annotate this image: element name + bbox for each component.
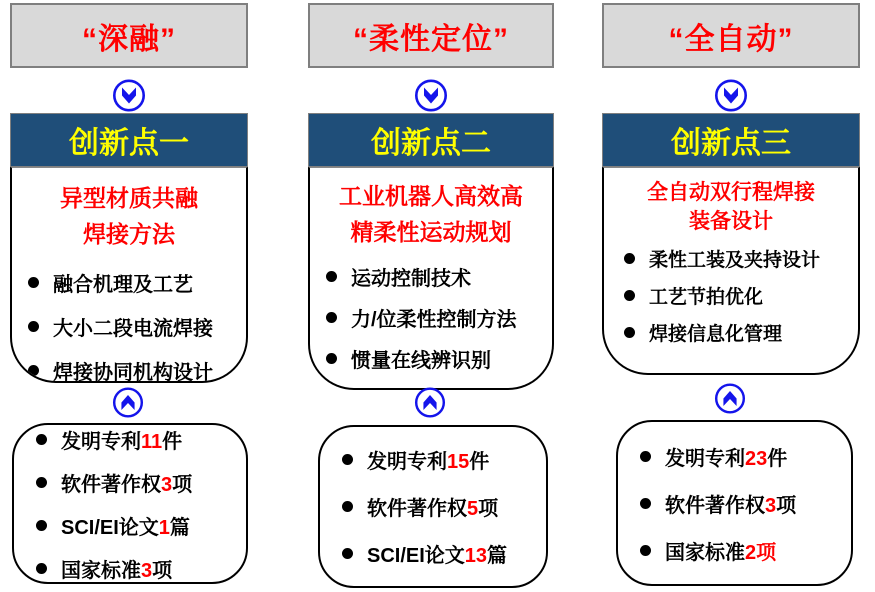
result-count: 1 [158,516,170,539]
bullet-dot-icon [624,290,635,301]
bullet-dot-icon [36,520,47,531]
method-point-label: 运动控制技术 [351,268,471,290]
result-label: 国家标准2项 [665,541,777,564]
method-point-label: 大小二段电流焊接 [53,318,213,340]
chevron-up-circle-icon [415,387,448,420]
bullet-dot-icon [36,477,47,488]
method-title-line: 焊接方法 [83,221,175,247]
method-title [12,180,246,252]
result-label: 软件著作权3项 [61,473,193,496]
method-title-line: 装备设计 [689,210,773,233]
method-point [326,303,552,332]
method-title [604,178,858,236]
result-count: 3 [161,473,173,496]
innovation-column-3 [602,0,860,592]
innovation-header [10,113,248,167]
method-point-list [604,245,858,346]
bullet-dot-icon [28,365,39,376]
bullet-dot-icon [28,277,39,288]
method-box [308,167,554,390]
innovation-column-2 [308,0,554,592]
result-count: 23 [745,447,768,470]
result-label: 发明专利11件 [61,430,183,453]
result-label: SCI/EI论文1篇 [61,516,190,539]
results-box [12,423,248,584]
method-point [624,245,858,272]
result-item [640,536,851,565]
method-point-label: 焊接信息化管理 [649,324,783,345]
innovation-header [602,113,860,167]
method-box [10,167,248,383]
method-point-label: 融合机理及工艺 [53,274,193,296]
result-label: 发明专利23件 [665,447,788,470]
method-point-label: 焊接协同机构设计 [53,362,213,383]
bullet-dot-icon [326,312,337,323]
method-point [326,262,552,291]
result-count: 13 [464,545,488,567]
result-item [36,511,246,540]
method-point-list [12,268,246,383]
method-point [326,344,552,373]
bullet-dot-icon [342,454,353,465]
results-box [318,425,548,588]
result-label: 软件著作权5项 [367,498,499,520]
method-point-label: 工艺节拍优化 [649,287,764,308]
result-label: 软件著作权3项 [665,494,797,517]
method-title-line: 精柔性运动规划 [350,219,512,245]
bullet-dot-icon [28,321,39,332]
bullet-dot-icon [624,253,635,264]
keyword-label: “全自动” [668,22,794,56]
keyword-label: “柔性定位” [353,22,509,56]
result-item [36,554,246,583]
method-title-line: 全自动双行程焊接 [647,181,815,204]
result-label: 发明专利15件 [367,451,490,473]
chevron-up-circle-icon [113,387,146,420]
bullet-dot-icon [342,501,353,512]
result-item [342,539,546,568]
result-item [640,489,851,518]
bullet-dot-icon [640,451,651,462]
result-item [342,492,546,521]
result-label: 国家标准3项 [61,559,173,582]
innovation-column-1 [10,0,248,592]
bullet-dot-icon [36,563,47,574]
innovation-header-label: 创新点三 [671,127,791,160]
result-label: SCI/EI论文13篇 [367,545,508,567]
chevron-down-circle-icon [715,79,748,112]
result-count: 3 [765,494,777,517]
method-point-label: 柔性工装及夹持设计 [649,250,821,271]
result-item [342,445,546,474]
result-item [36,425,246,454]
bullet-dot-icon [326,271,337,282]
bullet-dot-icon [36,434,47,445]
result-count: 2 [745,541,757,564]
method-title-line: 异型材质共融 [60,185,198,211]
bullet-dot-icon [624,327,635,338]
results-box [616,420,853,586]
bullet-dot-icon [640,545,651,556]
method-title [310,178,552,250]
method-point [28,268,246,297]
method-box [602,167,860,375]
keyword-label: “深融” [82,22,176,56]
chevron-down-circle-icon [415,79,448,112]
method-point-label: 惯量在线辨识别 [351,350,491,372]
bullet-dot-icon [326,353,337,364]
result-item [36,468,246,497]
method-point-list [310,262,552,373]
innovation-header [308,113,554,167]
result-count: 15 [447,451,470,473]
bullet-dot-icon [640,498,651,509]
keyword-box [10,3,248,68]
method-point [28,312,246,341]
chevron-up-circle-icon [715,383,748,416]
method-point [28,356,246,383]
result-count: 5 [467,498,479,520]
method-point [624,282,858,309]
result-count: 3 [141,559,153,582]
method-point [624,319,858,346]
method-point-label: 力/位柔性控制方法 [351,309,517,331]
keyword-box [602,3,860,68]
keyword-box [308,3,554,68]
result-count: 11 [141,430,163,453]
bullet-dot-icon [342,548,353,559]
innovation-header-label: 创新点一 [69,127,189,160]
method-title-line: 工业机器人高效高 [339,183,523,209]
innovation-header-label: 创新点二 [371,127,491,160]
result-item [640,442,851,471]
chevron-down-circle-icon [113,79,146,112]
